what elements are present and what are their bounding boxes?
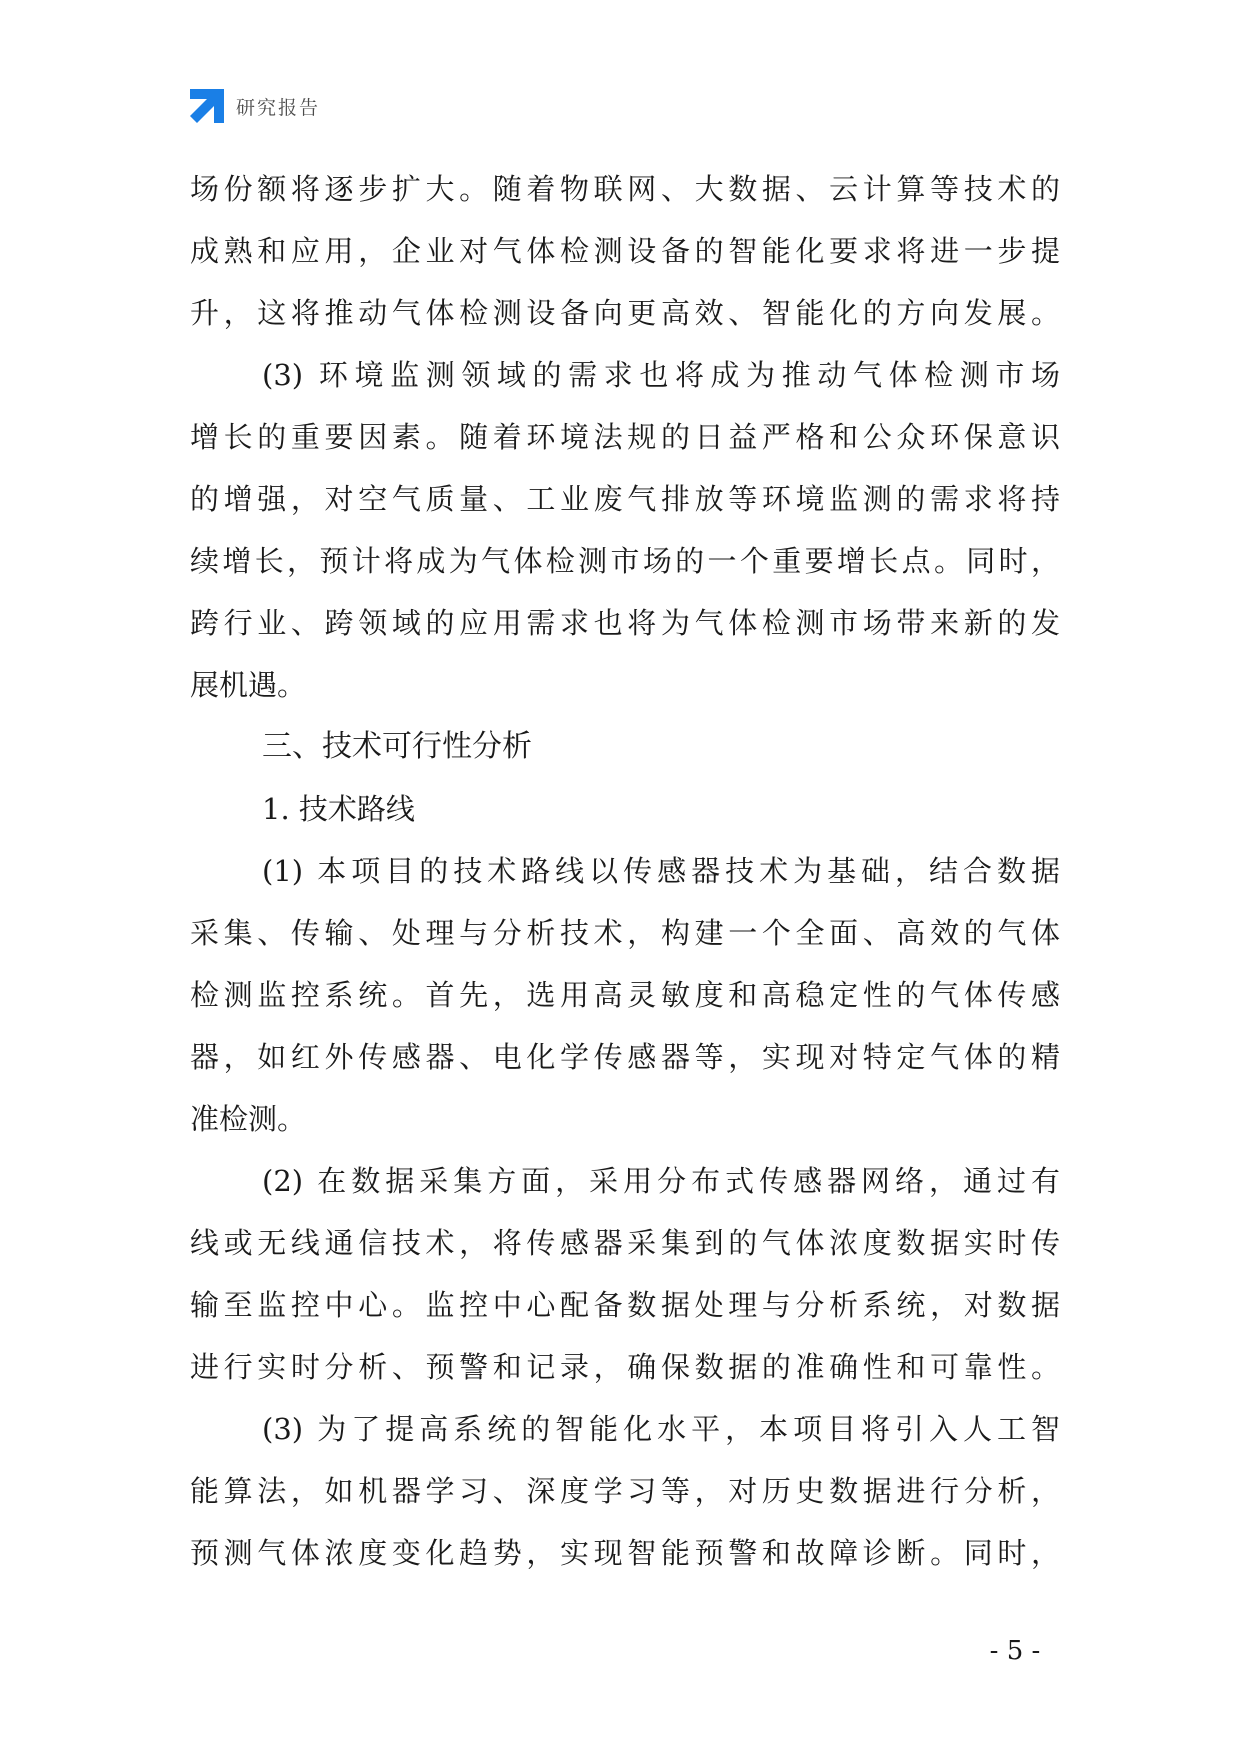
body-line: 检测监控系统。首先，选用高灵敏度和高稳定性的气体传感 xyxy=(190,978,1060,1012)
body-line: 能算法，如机器学习、深度学习等，对历史数据进行分析， xyxy=(190,1474,1060,1508)
subsection-heading: 1. 技术路线 xyxy=(262,792,415,826)
body-line: 准检测。 xyxy=(190,1102,307,1136)
body-line: (1) 本项目的技术路线以传感器技术为基础，结合数据 xyxy=(262,854,1060,888)
body-line: 增长的重要因素。随着环境法规的日益严格和公众环保意识 xyxy=(190,420,1060,454)
document-body xyxy=(190,158,1060,1584)
body-line: 器，如红外传感器、电化学传感器等，实现对特定气体的精 xyxy=(190,1040,1060,1074)
body-line: (3) 为了提高系统的智能化水平，本项目将引入人工智 xyxy=(262,1412,1060,1446)
body-line: (2) 在数据采集方面，采用分布式传感器网络，通过有 xyxy=(262,1164,1060,1198)
page-header xyxy=(190,88,320,124)
section-heading: 三、技术可行性分析 xyxy=(262,729,532,764)
header-title: 研究报告 xyxy=(236,96,321,119)
body-line: 预测气体浓度变化趋势，实现智能预警和故障诊断。同时， xyxy=(190,1536,1060,1570)
body-line: (3) 环境监测领域的需求也将成为推动气体检测市场 xyxy=(262,358,1060,392)
body-line: 升，这将推动气体检测设备向更高效、智能化的方向发展。 xyxy=(190,296,1060,330)
body-line: 线或无线通信技术，将传感器采集到的气体浓度数据实时传 xyxy=(190,1226,1060,1260)
page-number: - 5 - xyxy=(989,1636,1041,1666)
body-line: 成熟和应用，企业对气体检测设备的智能化要求将进一步提 xyxy=(190,234,1060,268)
arrow-logo-icon xyxy=(190,89,224,123)
body-line: 展机遇。 xyxy=(190,668,307,702)
body-line: 的增强，对空气质量、工业废气排放等环境监测的需求将持 xyxy=(190,482,1060,516)
body-line: 场份额将逐步扩大。随着物联网、大数据、云计算等技术的 xyxy=(190,172,1060,206)
body-line: 输至监控中心。监控中心配备数据处理与分析系统，对数据 xyxy=(190,1288,1060,1322)
body-line: 进行实时分析、预警和记录，确保数据的准确性和可靠性。 xyxy=(190,1350,1060,1384)
body-line: 采集、传输、处理与分析技术，构建一个全面、高效的气体 xyxy=(190,916,1060,950)
body-line: 续增长，预计将成为气体检测市场的一个重要增长点。同时， xyxy=(190,544,1060,578)
body-line: 跨行业、跨领域的应用需求也将为气体检测市场带来新的发 xyxy=(190,606,1060,640)
